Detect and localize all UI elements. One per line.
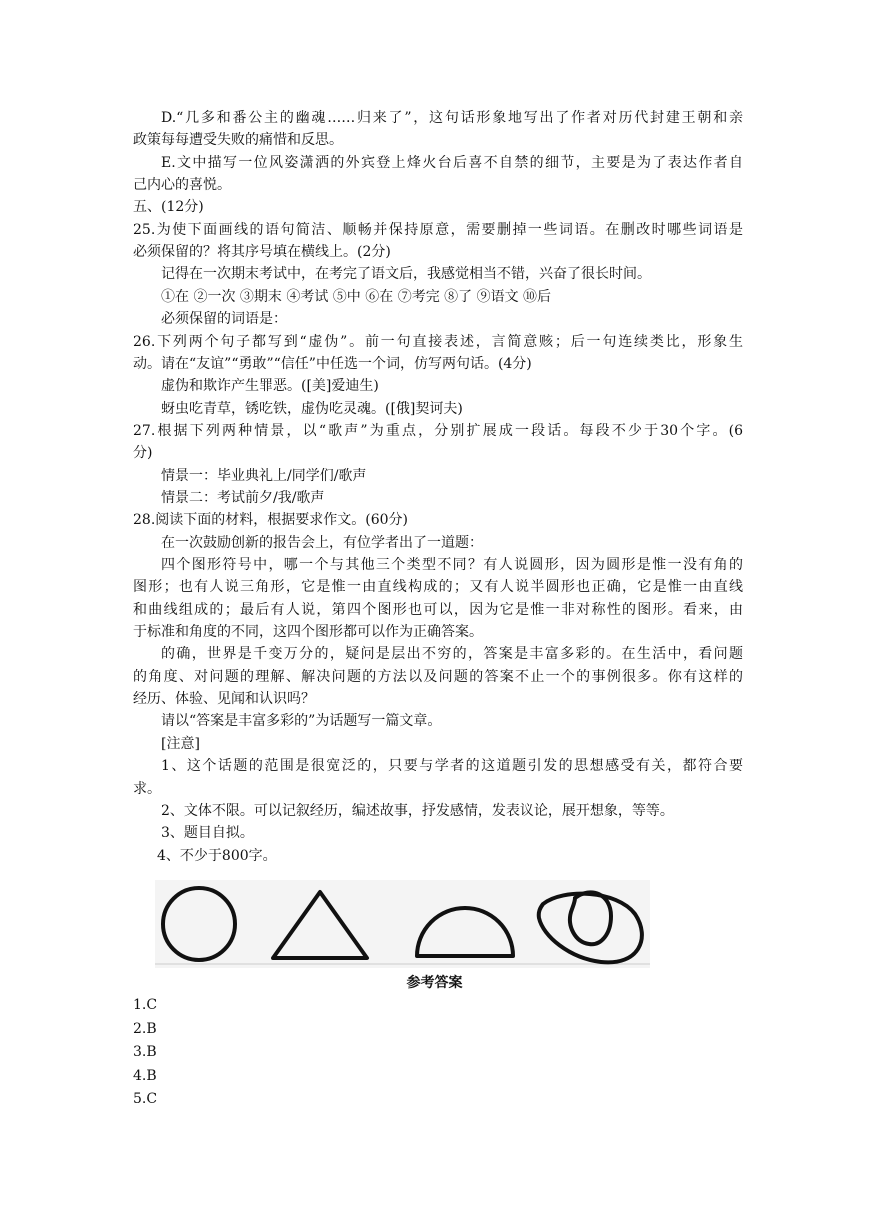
text-line: 己内心的喜悦。 [133, 177, 231, 194]
text-line: [注意] [161, 735, 200, 752]
four-shapes-figure [155, 880, 650, 968]
text-line: 的确，世界是千变万分的，疑问是层出不穷的，答案是丰富多彩的。在生活中，看问题 [161, 646, 743, 663]
answers-title: 参考答案 [406, 975, 463, 991]
text-line: 情景一：毕业典礼上/同学们/歌声 [161, 467, 367, 484]
text-line: 分) [133, 445, 153, 462]
text-line: 必须保留的？将其序号填在横线上。(2分) [133, 244, 391, 261]
text-line: 4、不少于800字。 [157, 847, 277, 864]
text-line: 27.根据下列两种情景，以“歌声”为重点，分别扩展成一段话。每段不少于30个字。(6 [133, 422, 743, 439]
text-line: 的角度、对问题的理解、解决问题的方法以及问题的答案不止一个的事例很多。你有这样的 [133, 668, 743, 685]
text-line: 四个图形符号中，哪一个与其他三个类型不同？有人说圆形，因为圆形是惟一没有角的 [161, 557, 743, 573]
text-line: 记得在一次期末考试中，在考完了语文后，我感觉相当不错，兴奋了很长时间。 [161, 266, 651, 283]
text-line: 情景二：考试前夕/我/歌声 [161, 489, 325, 506]
text-line: 图形；也有人说三角形，它是惟一由直线构成的；又有人说半圆形也正确，它是惟一由直线 [133, 579, 743, 596]
answer-item: 3.B [133, 1044, 157, 1060]
text-line: 1、这个话题的范围是很宽泛的，只要与学者的这道题引发的思想感受有关，都符合要 [161, 758, 743, 775]
text-line: 必须保留的词语是： [161, 311, 287, 328]
text-line: 26.下列两个句子都写到“虚伪”。前一句直接表述，言简意赅；后一句连续类比，形象生 [133, 333, 743, 350]
text-line: ①在 ②一次 ③期末 ④考试 ⑤中 ⑥在 ⑦考完 ⑧了 ⑨语文 ⑩后 [161, 288, 552, 305]
text-line: 蚜虫吃青草，锈吃铁，虚伪吃灵魂。([俄]契诃夫) [161, 400, 463, 417]
answer-item: 1.C [133, 997, 158, 1013]
text-line: 虚伪和欺诈产生罪恶。([美]爱迪生) [161, 378, 379, 395]
answer-item: 4.B [133, 1067, 157, 1084]
text-line: 28.阅读下面的材料，根据要求作文。(60分) [133, 512, 409, 529]
answer-item: 2.B [133, 1020, 157, 1037]
text-line: 于标准和角度的不同，这四个图形都可以作为正确答案。 [133, 624, 483, 641]
text-line: 政策每每遭受失败的痛惜和反思。 [133, 132, 343, 149]
text-line: 和曲线组成的；最后有人说，第四个图形也可以，因为它是惟一非对称性的图形。看来，由 [133, 601, 743, 618]
text-line: 25.为使下面画线的语句简洁、顺畅并保持原意，需要删掉一些词语。在删改时哪些词语是 [133, 221, 743, 238]
text-line: 求。 [133, 780, 161, 797]
text-line: 动。请在“友谊”“勇敢”“信任”中任选一个词，仿写两句话。(4分) [133, 355, 532, 372]
text-line: 请以“答案是丰富多彩的”为话题写一篇文章。 [161, 713, 442, 730]
text-line: E.文中描写一位风姿潇洒的外宾登上烽火台后喜不自禁的细节，主要是为了表达作者自 [161, 154, 743, 171]
text-line: 2、文体不限。可以记叙经历，编述故事，抒发感情，发表议论，展开想象，等等。 [161, 802, 674, 819]
text-line: 经历、体验、见闻和认识吗？ [133, 691, 315, 708]
text-line: 在一次鼓励创新的报告会上，有位学者出了一道题： [161, 534, 483, 551]
answer-item: 5.C [133, 1091, 158, 1107]
text-line: 五、(12分) [133, 199, 204, 216]
text-line: D.“几多和番公主的幽魂……归来了”，这句话形象地写出了作者对历代封建王朝和亲 [161, 110, 743, 126]
text-line: 3、题目自拟。 [161, 825, 254, 842]
